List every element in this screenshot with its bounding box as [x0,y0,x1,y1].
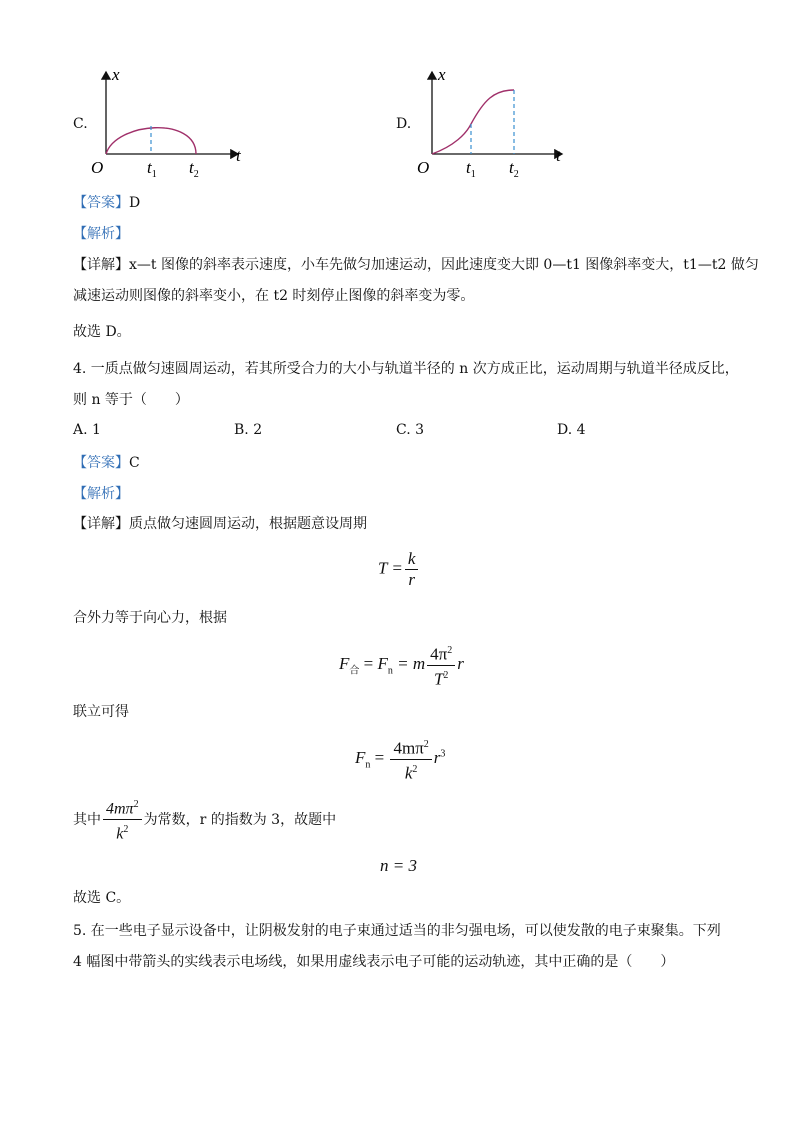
graph-c [88,64,258,184]
detail-tag: 【详解】 [73,516,129,532]
equation-n: n = 3 [380,856,417,875]
q3-analysis-tag: 【解析】 [73,226,129,242]
answer-value: C [129,455,140,471]
t2-label: $t_2$ [189,158,199,180]
detail-text: x—t 图像的斜率表示速度，小车先做匀加速运动，因此速度变大即 0—t1 图像斜率变大，t1—t2 做匀 [129,257,759,273]
q4-text2: 合外力等于向心力，根据 [73,610,227,626]
equation-force: $F_合 = F_n = m$ $\frac{4\pi^2}{T^2}$ r [339,642,464,688]
q4-option-a: A. 1 [73,422,101,438]
option-c-label: C. [73,116,88,132]
q3-detail-line2: 减速运动则图像的斜率变小，在 t2 时刻停止图像的斜率变为零。 [73,288,475,304]
q3-answer [73,193,140,213]
axis-x-label: t [236,146,241,165]
q5-stem-line2: 4 幅图中带箭头的实线表示电场线，如果用虚线表示电子可能的运动轨迹，其中正确的是（ ） [73,954,675,970]
q4-option-c: C. 3 [396,422,425,438]
t1-label: $t_1$ [466,158,476,180]
q4-option-b: B. 2 [234,422,263,438]
origin-label: O [91,158,104,177]
t2-label: $t_2$ [509,158,519,180]
q4-detail [73,514,367,534]
answer-value: D [129,195,141,211]
q4-analysis-tag: 【解析】 [73,486,129,502]
detail-tag: 【详解】 [73,257,129,273]
origin-label: O [417,158,430,177]
answer-tag: 【答案】 [73,195,129,211]
q4-stem-line1: 4. 一质点做匀速圆周运动，若其所受合力的大小与轨道半径的 n 次方成正比，运动周期与轨道半径成反比， [73,361,739,377]
equation-period: T = $\frac{k}{r}$ [378,550,420,589]
equation-combined: $F_n$ = $\frac{4m\pi^2}{k^2}$ $r^3$ [355,736,445,782]
q4-option-d: D. 4 [557,422,586,438]
q4-text3: 联立可得 [73,704,129,720]
axis-y-label: x [112,65,120,84]
t1-label: $t_1$ [147,158,157,180]
graph-d [414,64,584,184]
q4-answer [73,453,140,473]
q4-choose: 故选 C。 [73,890,131,906]
curve-d [432,90,514,154]
answer-tag: 【答案】 [73,455,129,471]
q3-choose: 故选 D。 [73,324,131,340]
q4-stem-line2: 则 n 等于（ ） [73,392,189,408]
q5-stem-line1: 5. 在一些电子显示设备中，让阴极发射的电子束通过适当的非匀强电场，可以使发散的电子束聚集。下列 [73,923,721,939]
axis-y-label: x [438,65,446,84]
q3-detail-line1 [73,255,759,275]
axis-x-label: t [556,146,561,165]
detail-text: 质点做匀速圆周运动，根据题意设周期 [129,516,367,532]
q4-text4: 其中 $\frac{4m\pi^2}{k^2}$ 为常数，r 的指数为 3，故题中 [73,796,336,844]
option-d-label: D. [396,116,412,132]
